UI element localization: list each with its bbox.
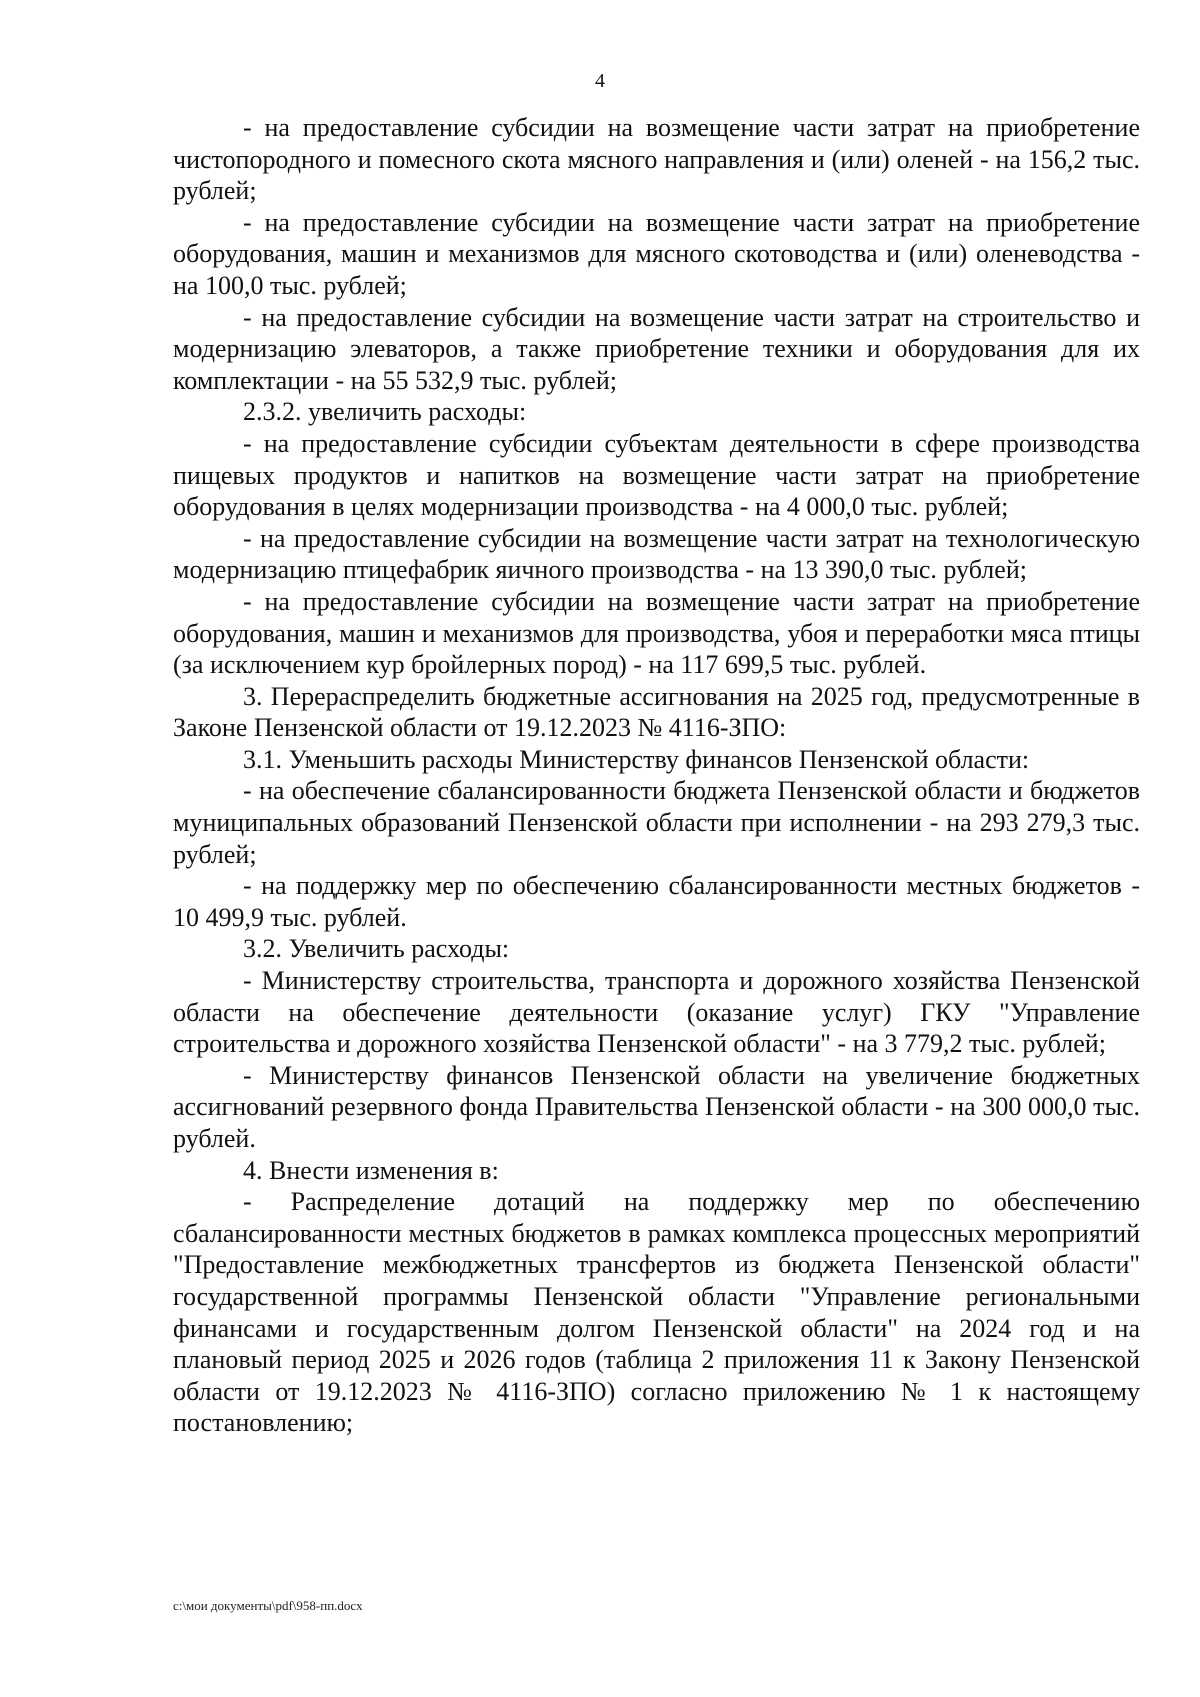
paragraph: 3.2. Увеличить расходы: (243, 934, 510, 964)
paragraph: - на предоставление субсидии на возмещение части затрат на приобретение оборудования, машин и механизмов для производства, убоя и переработки мяса птицы (за исключением кур бройлерных пород) - на 117 699,5 тыс. рублей. (173, 586, 1140, 680)
paragraph: 4. Внести изменения в: (243, 1155, 499, 1185)
paragraph: - Министерству строительства, транспорта и дорожного хозяйства Пензенской области на обеспечение деятельности (оказание услуг) ГКУ "Управление строительства и дорожного хозяйства Пензенской области" - на 3 779,2 тыс. рублей; (173, 966, 1140, 1059)
paragraph: - на предоставление субсидии на возмещение части затрат на технологическую модернизацию птицефабрик яичного производства - на 13 390,0 тыс. рублей; (173, 523, 1140, 585)
document-body (173, 112, 1140, 1439)
paragraph: - на предоставление субсидии на возмещение части затрат на приобретение оборудования, машин и механизмов для мясного скотоводства и (или) оленеводства - на 100,0 тыс. рублей; (173, 207, 1140, 300)
paragraph: - на поддержку мер по обеспечению сбалансированности местных бюджетов - 10 499,9 тыс. рублей. (173, 871, 1140, 932)
paragraph: - на обеспечение сбалансированности бюджета Пензенской области и бюджетов муниципальных образований Пензенской области при исполнении - на 293 279,3 тыс. рублей; (173, 776, 1140, 869)
paragraph: 3. Перераспределить бюджетные ассигнования на 2025 год, предусмотренные в Законе Пензенской области от 19.12.2023 № 4116-ЗПО: (173, 681, 1140, 743)
paragraph: - Распределение дотаций на поддержку мер по обеспечению сбалансированности местных бюджетов в рамках комплекса процессных мероприятий "Предоставление межбюджетных трансфертов из бюджета Пензенской области" государственной программы Пензенской области "Управление региональными финансами и государственным долгом Пензенской области" на 2024 год и на плановый период 2025 и 2026 годов (таблица 2 приложения 11 к Закону Пензенской области от 19.12.2023 № 4116-ЗПО) согласно приложению № 1 к настоящему постановлению; (173, 1187, 1140, 1438)
paragraph: - Министерству финансов Пензенской области на увеличение бюджетных ассигнований резервного фонда Правительства Пензенской области - на 300 000,0 тыс. рублей. (173, 1060, 1140, 1153)
footer-file-path: c:\мои документы\pdf\958-пп.docx (173, 1598, 363, 1613)
paragraph: 2.3.2. увеличить расходы: (243, 397, 527, 427)
page-number: 4 (595, 70, 605, 92)
paragraph: 3.1. Уменьшить расходы Министерству финансов Пензенской области: (243, 744, 1030, 774)
paragraph: - на предоставление субсидии субъектам деятельности в сфере производства пищевых продуктов и напитков на возмещение части затрат на приобретение оборудования в целях модернизации производства - на 4 000,0 тыс. рублей; (173, 428, 1140, 522)
paragraph: - на предоставление субсидии на возмещение части затрат на строительство и модернизацию элеваторов, а также приобретение техники и оборудования для их комплектации - на 55 532,9 тыс. рублей; (173, 302, 1140, 395)
paragraph: - на предоставление субсидии на возмещение части затрат на приобретение чистопородного и помесного скота мясного направления и (или) оленей - на 156,2 тыс. рублей; (173, 113, 1140, 206)
